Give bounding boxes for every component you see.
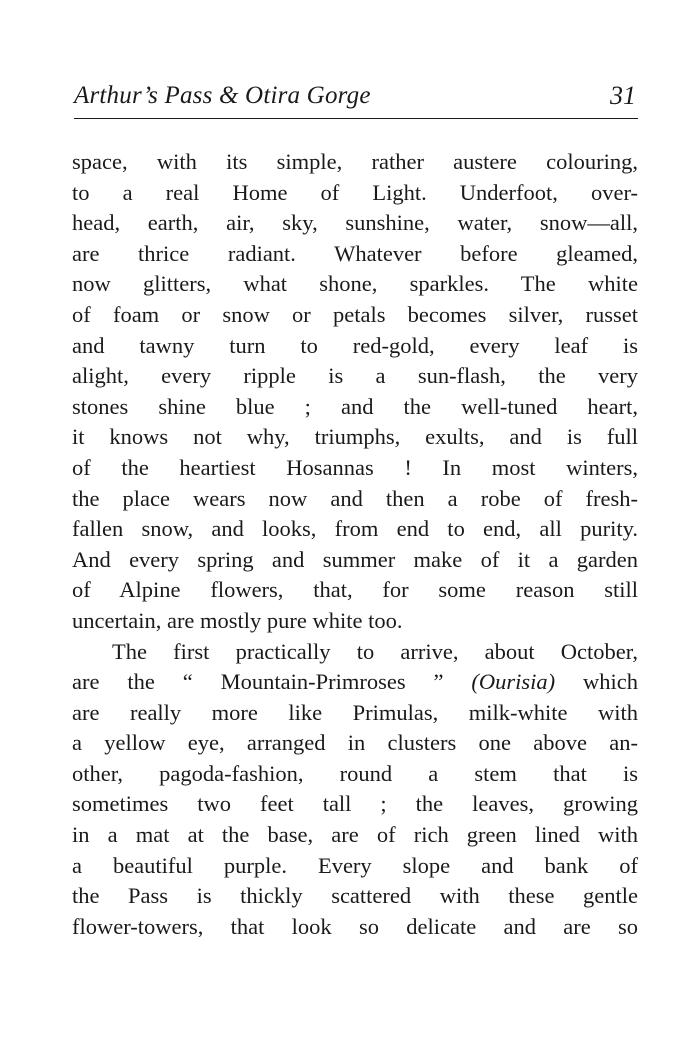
text-line: to a real Home of Light. Underfoot, over- (72, 179, 638, 205)
text-line: of Alpine flowers, that, for some reason still (72, 577, 638, 603)
text-line: uncertain, are mostly pure white too. (72, 607, 403, 633)
text-line: are thrice radiant. Whatever before gleamed, (72, 240, 638, 266)
text-line: other, pagoda-fashion, round a stem that is (72, 760, 638, 786)
text-line: of foam or snow or petals becomes silver, russet (72, 301, 638, 327)
text-line: The first practically to arrive, about October, (112, 638, 638, 664)
text-line: sometimes two feet tall ; the leaves, growing (72, 791, 638, 817)
header-rule (74, 118, 638, 119)
paragraph-1 (72, 147, 638, 637)
page-header (74, 78, 638, 114)
text-line: alight, every ripple is a sun-flash, the very (72, 363, 638, 389)
text-line: in a mat at the base, are of rich green lined with (72, 822, 638, 848)
text-line: are really more like Primulas, milk-white with (72, 699, 638, 725)
italic-botanical-name: (Ourisia) (471, 669, 556, 695)
body-text (72, 147, 638, 942)
page-number: 31 (610, 81, 636, 110)
text-line: a beautiful purple. Every slope and bank of (72, 852, 638, 878)
text-line: space, with its simple, rather austere colouring, (72, 149, 638, 174)
text-line: flower-towers, that look so delicate and are so (72, 913, 638, 939)
text-line-with-italic (72, 667, 638, 698)
text-line: fallen snow, and looks, from end to end, all purity. (72, 516, 638, 542)
text-line: a yellow eye, arranged in clusters one above an- (72, 730, 638, 756)
text-line: the Pass is thickly scattered with these gentle (72, 883, 638, 909)
text-line: it knows not why, triumphs, exults, and is full (72, 424, 638, 450)
text-line: and tawny turn to red-gold, every leaf is (72, 332, 638, 358)
text-line: now glitters, what shone, sparkles. The white (72, 271, 638, 297)
text-line: head, earth, air, sky, sunshine, water, snow—all, (72, 210, 638, 236)
paragraph-2 (72, 637, 638, 943)
text-line: And every spring and summer make of it a garden (72, 546, 638, 572)
running-title: Arthur’s Pass & Otira Gorge (74, 82, 371, 109)
text-line: of the heartiest Hosannas ! In most winters, (72, 454, 638, 480)
text-line: the place wears now and then a robe of fresh- (72, 485, 638, 511)
text-segment: are the “ Mountain-Primroses ” (72, 669, 472, 695)
text-segment: which (555, 669, 638, 695)
text-line: stones shine blue ; and the well-tuned heart, (72, 393, 638, 419)
